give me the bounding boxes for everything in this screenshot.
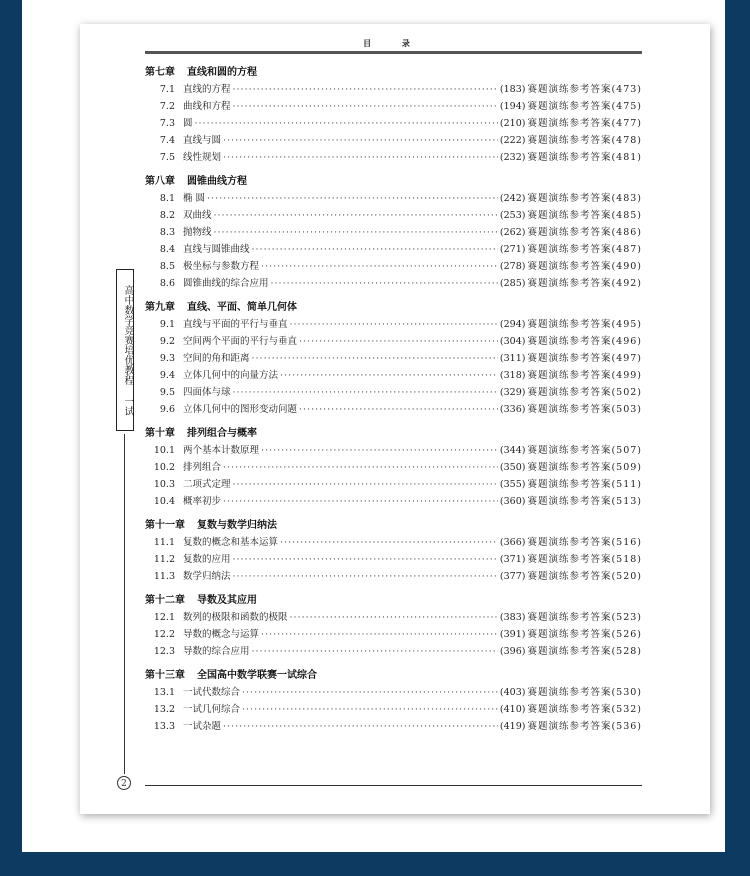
chapter-title[interactable] (145, 517, 642, 534)
toc-entry[interactable] (145, 701, 642, 718)
section-page: (419) (499, 721, 526, 732)
dot-leader (233, 568, 498, 585)
chapter-title[interactable] (145, 592, 642, 609)
section-name: 圆 (183, 118, 193, 129)
dot-leader (223, 718, 498, 735)
section-number: 9.4 (159, 370, 175, 381)
answer-reference: 赛题演练参考答案(497) (527, 353, 642, 364)
section-number: 8.2 (159, 210, 175, 221)
toc-entry[interactable] (145, 207, 642, 224)
answer-reference: 赛题演练参考答案(481) (527, 152, 642, 163)
toc-entry[interactable] (145, 442, 642, 459)
toc-entry[interactable] (145, 384, 642, 401)
page-number: 2 (117, 776, 131, 790)
section-page: (350) (499, 462, 526, 473)
dot-leader (214, 224, 498, 241)
toc-entry[interactable] (145, 350, 642, 367)
answer-reference: 赛题演练参考答案(520) (527, 571, 642, 582)
section-number: 12.1 (153, 612, 175, 623)
section-name: 直线与圆锥曲线 (183, 244, 250, 255)
section-number: 8.6 (159, 278, 175, 289)
toc-entry[interactable] (145, 459, 642, 476)
section-number: 10.4 (153, 496, 175, 507)
answer-reference: 赛题演练参考答案(528) (527, 646, 642, 657)
chapter-number: 第十二章 (145, 595, 185, 606)
section-number: 9.6 (159, 404, 175, 415)
page-header-title: 目 录 (363, 38, 424, 48)
section-name: 直线与平面的平行与垂直 (183, 319, 288, 330)
dot-leader (261, 258, 498, 275)
dot-leader (195, 115, 498, 132)
toc-entry[interactable] (145, 568, 642, 585)
section-number: 9.1 (159, 319, 175, 330)
section-name: 直线与圆 (183, 135, 222, 146)
image-frame (22, 0, 725, 852)
chapter-block (145, 517, 642, 585)
section-name: 数列的极限和函数的极限 (183, 612, 288, 623)
chapter-name: 排列组合与概率 (187, 428, 257, 439)
section-name: 空间两个平面的平行与垂直 (183, 336, 298, 347)
toc-entry[interactable] (145, 316, 642, 333)
section-number: 8.3 (159, 227, 175, 238)
answer-reference: 赛题演练参考答案(518) (527, 554, 642, 565)
section-name: 曲线和方程 (183, 101, 231, 112)
toc-entry[interactable] (145, 718, 642, 735)
section-page: (278) (499, 261, 526, 272)
dot-leader (223, 459, 498, 476)
section-name: 极坐标与参数方程 (183, 261, 260, 272)
dot-leader (280, 534, 498, 551)
section-number: 11.1 (153, 537, 175, 548)
toc-entry[interactable] (145, 258, 642, 275)
section-name: 导数的概念与运算 (183, 629, 260, 640)
chapter-name: 直线、平面、简单几何体 (187, 302, 297, 313)
answer-reference: 赛题演练参考答案(483) (527, 193, 642, 204)
answer-reference: 赛题演练参考答案(495) (527, 319, 642, 330)
dot-leader (223, 149, 498, 166)
answer-reference: 赛题演练参考答案(486) (527, 227, 642, 238)
dot-leader (290, 609, 498, 626)
section-page: (371) (499, 554, 526, 565)
dot-leader (233, 384, 498, 401)
toc-entry[interactable] (145, 115, 642, 132)
toc-entry[interactable] (145, 333, 642, 350)
header-rule (145, 51, 642, 54)
section-number: 7.4 (159, 135, 175, 146)
answer-reference: 赛题演练参考答案(490) (527, 261, 642, 272)
section-number: 10.1 (153, 445, 175, 456)
section-page: (271) (499, 244, 526, 255)
section-page: (377) (499, 571, 526, 582)
toc-entry[interactable] (145, 98, 642, 115)
dot-leader (242, 684, 498, 701)
dot-leader (261, 626, 498, 643)
section-name: 立体几何中的图形变动问题 (183, 404, 298, 415)
dot-leader (223, 493, 498, 510)
section-number: 7.1 (159, 84, 175, 95)
chapter-block (145, 667, 642, 735)
chapter-name: 导数及其应用 (197, 595, 257, 606)
answer-reference: 赛题演练参考答案(532) (527, 704, 642, 715)
answer-reference: 赛题演练参考答案(516) (527, 537, 642, 548)
chapter-name: 复数与数学归纳法 (197, 520, 277, 531)
chapter-number: 第八章 (145, 176, 175, 187)
chapter-number: 第九章 (145, 302, 175, 313)
section-number: 7.5 (159, 152, 175, 163)
toc-entry[interactable] (145, 367, 642, 384)
toc-entry[interactable] (145, 609, 642, 626)
answer-reference: 赛题演练参考答案(499) (527, 370, 642, 381)
section-page: (318) (499, 370, 526, 381)
section-number: 13.1 (153, 687, 175, 698)
section-name: 双曲线 (183, 210, 212, 221)
section-page: (355) (499, 479, 526, 490)
dot-leader (290, 316, 498, 333)
section-page: (396) (499, 646, 526, 657)
toc-entry[interactable] (145, 493, 642, 510)
dot-leader (280, 367, 498, 384)
section-number: 11.2 (153, 554, 175, 565)
section-page: (366) (499, 537, 526, 548)
section-name: 线性规划 (183, 152, 222, 163)
dot-leader (207, 190, 498, 207)
answer-reference: 赛题演练参考答案(485) (527, 210, 642, 221)
section-page: (183) (499, 84, 526, 95)
section-page: (344) (499, 445, 526, 456)
section-name: 导数的综合应用 (183, 646, 250, 657)
answer-reference: 赛题演练参考答案(475) (527, 101, 642, 112)
answer-reference: 赛题演练参考答案(496) (527, 336, 642, 347)
dot-leader (233, 98, 498, 115)
section-name: 空间的角和距离 (183, 353, 250, 364)
answer-reference: 赛题演练参考答案(502) (527, 387, 642, 398)
section-name: 数学归纳法 (183, 571, 231, 582)
chapter-title[interactable] (145, 299, 642, 316)
toc-entry[interactable] (145, 476, 642, 493)
section-number: 9.5 (159, 387, 175, 398)
toc-entry[interactable] (145, 81, 642, 98)
section-name: 一试代数综合 (183, 687, 241, 698)
answer-reference: 赛题演练参考答案(536) (527, 721, 642, 732)
toc-entry[interactable] (145, 132, 642, 149)
section-number: 9.3 (159, 353, 175, 364)
section-page: (329) (499, 387, 526, 398)
chapter-title[interactable] (145, 667, 642, 684)
section-page: (336) (499, 404, 526, 415)
answer-reference: 赛题演练参考答案(487) (527, 244, 642, 255)
section-number: 12.3 (153, 646, 175, 657)
section-page: (294) (499, 319, 526, 330)
dot-leader (233, 81, 498, 98)
section-page: (222) (499, 135, 526, 146)
side-rule (124, 434, 125, 774)
section-name: 排列组合 (183, 462, 222, 473)
answer-reference: 赛题演练参考答案(503) (527, 404, 642, 415)
section-name: 四面体与球 (183, 387, 231, 398)
dot-leader (223, 132, 498, 149)
dot-leader (252, 643, 498, 660)
section-number: 8.4 (159, 244, 175, 255)
chapter-title[interactable] (145, 425, 642, 442)
chapter-number: 第十三章 (145, 670, 185, 681)
chapter-number: 第十一章 (145, 520, 185, 531)
section-name: 直线的方程 (183, 84, 231, 95)
answer-reference: 赛题演练参考答案(511) (527, 479, 642, 490)
section-name: 一试几何综合 (183, 704, 241, 715)
section-number: 10.3 (153, 479, 175, 490)
section-page: (403) (499, 687, 526, 698)
section-page: (262) (499, 227, 526, 238)
chapter-name: 直线和圆的方程 (187, 67, 257, 78)
chapter-number: 第十章 (145, 428, 175, 439)
footer-rule (145, 785, 642, 786)
toc-entry[interactable] (145, 401, 642, 418)
chapter-block (145, 425, 642, 510)
section-number: 13.3 (153, 721, 175, 732)
chapter-block (145, 64, 642, 166)
answer-reference: 赛题演练参考答案(473) (527, 84, 642, 95)
toc-entry[interactable] (145, 224, 642, 241)
chapter-title[interactable] (145, 64, 642, 81)
chapter-block (145, 299, 642, 418)
section-page: (304) (499, 336, 526, 347)
toc-entry[interactable] (145, 643, 642, 660)
answer-reference: 赛题演练参考答案(477) (527, 118, 642, 129)
chapter-name: 全国高中数学联赛一试综合 (197, 670, 317, 681)
answer-reference: 赛题演练参考答案(530) (527, 687, 642, 698)
section-name: 椭 圆 (183, 193, 206, 204)
side-book-title: 高中数学竞赛培优教程 一试 (116, 269, 134, 431)
answer-reference: 赛题演练参考答案(492) (527, 278, 642, 289)
section-name: 概率初步 (183, 496, 222, 507)
dot-leader (242, 701, 498, 718)
dot-leader (299, 333, 498, 350)
section-page: (253) (499, 210, 526, 221)
dot-leader (299, 401, 498, 418)
toc-entry[interactable] (145, 275, 642, 292)
section-number: 13.2 (153, 704, 175, 715)
answer-reference: 赛题演练参考答案(513) (527, 496, 642, 507)
section-number: 8.1 (159, 193, 175, 204)
section-name: 一试杂题 (183, 721, 222, 732)
toc-entry[interactable] (145, 551, 642, 568)
toc-entry[interactable] (145, 149, 642, 166)
answer-reference: 赛题演练参考答案(509) (527, 462, 642, 473)
section-name: 圆锥曲线的综合应用 (183, 278, 269, 289)
answer-reference: 赛题演练参考答案(507) (527, 445, 642, 456)
section-page: (360) (499, 496, 526, 507)
section-number: 7.2 (159, 101, 175, 112)
section-number: 8.5 (159, 261, 175, 272)
dot-leader (233, 476, 498, 493)
answer-reference: 赛题演练参考答案(478) (527, 135, 642, 146)
section-page: (232) (499, 152, 526, 163)
dot-leader (271, 275, 498, 292)
section-page: (194) (499, 101, 526, 112)
chapter-title[interactable] (145, 173, 642, 190)
section-page: (311) (499, 353, 526, 364)
chapter-name: 圆锥曲线方程 (187, 176, 247, 187)
section-number: 10.2 (153, 462, 175, 473)
toc-entry[interactable] (145, 241, 642, 258)
table-of-contents (145, 64, 642, 742)
answer-reference: 赛题演练参考答案(526) (527, 629, 642, 640)
section-page: (242) (499, 193, 526, 204)
toc-entry[interactable] (145, 534, 642, 551)
toc-entry[interactable] (145, 684, 642, 701)
section-number: 11.3 (153, 571, 175, 582)
section-name: 二项式定理 (183, 479, 231, 490)
section-name: 复数的概念和基本运算 (183, 537, 279, 548)
section-number: 7.3 (159, 118, 175, 129)
toc-entry[interactable] (145, 626, 642, 643)
section-page: (285) (499, 278, 526, 289)
dot-leader (261, 442, 498, 459)
document-page (80, 24, 710, 814)
section-name: 两个基本计数原理 (183, 445, 260, 456)
section-number: 12.2 (153, 629, 175, 640)
answer-reference: 赛题演练参考答案(523) (527, 612, 642, 623)
section-page: (210) (499, 118, 526, 129)
section-page: (391) (499, 629, 526, 640)
dot-leader (214, 207, 498, 224)
section-name: 立体几何中的向量方法 (183, 370, 279, 381)
chapter-number: 第七章 (145, 67, 175, 78)
section-number: 9.2 (159, 336, 175, 347)
section-page: (410) (499, 704, 526, 715)
section-page: (383) (499, 612, 526, 623)
dot-leader (252, 350, 498, 367)
section-name: 复数的应用 (183, 554, 231, 565)
toc-entry[interactable] (145, 190, 642, 207)
dot-leader (252, 241, 498, 258)
dot-leader (233, 551, 498, 568)
section-name: 抛物线 (183, 227, 212, 238)
chapter-block (145, 173, 642, 292)
chapter-block (145, 592, 642, 660)
